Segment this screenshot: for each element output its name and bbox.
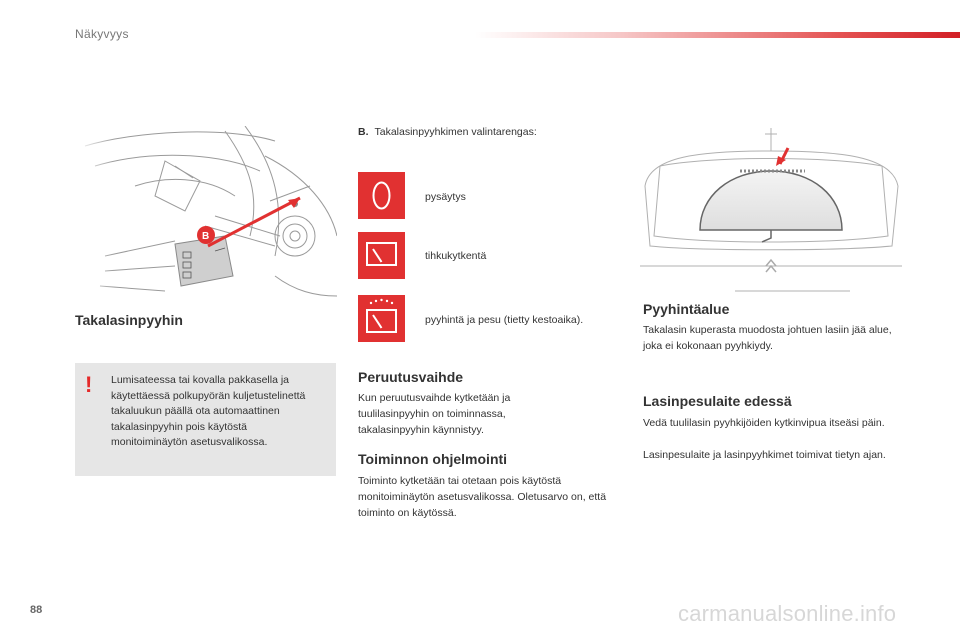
reverse-gear-title: Peruutusvaihde <box>358 369 464 385</box>
option-intermittent-label: tihkukytkentä <box>425 250 487 262</box>
front-washer-title: Lasinpesulaite edessä <box>643 393 792 409</box>
rear-window-illustration <box>640 126 902 296</box>
selector-ring-label <box>358 126 537 138</box>
wiper-stalk-illustration <box>75 126 337 302</box>
reverse-gear-text: Kun peruutusvaihde kytketään ja tuulilasinpyyhin on toiminnassa, takalasinpyyhin käynnistyy. <box>358 392 511 436</box>
wipe-area-title: Pyyhintäalue <box>643 301 730 317</box>
option-wipe-wash-label: pyyhintä ja pesu (tietty kestoaika). <box>425 314 584 326</box>
intermittent-wipe-icon <box>358 232 405 279</box>
programming-title: Toiminnon ohjelmointi <box>358 451 508 467</box>
warning-box <box>75 363 336 476</box>
wipe-wash-icon <box>358 295 405 342</box>
watermark: carmanualsonline.info <box>678 601 897 626</box>
programming-text: Toiminto kytketään tai otetaan pois käytöstä monitoiminäytön asetusvalikossa. Oletusarvo on, että toiminto on käytössä. <box>358 475 607 519</box>
stop-icon <box>358 172 405 219</box>
warning-icon: ! <box>85 372 93 397</box>
warning-text: Lumisateessa tai kovalla pakkasella ja käytettäessä polkupyörän kuljetustelinettä takaluukun päällä ota automaattinen takalasinpyyhin pois käytöstä monitoiminäytön asetusvalikossa. <box>111 374 306 448</box>
header-accent-bar <box>475 32 960 38</box>
front-washer-text-1: Vedä tuulilasin pyyhkijöiden kytkinvipua itseäsi päin. <box>643 417 885 429</box>
rear-wiper-title: Takalasinpyyhin <box>75 312 183 328</box>
label-b: B. <box>358 126 369 138</box>
option-stop-label: pysäytys <box>425 191 466 203</box>
page-number: 88 <box>30 604 43 616</box>
wipe-area-text: Takalasin kuperasta muodosta johtuen lasiin jää alue, joka ei kokonaan pyyhkiydy. <box>643 324 892 352</box>
section-title: Näkyvyys <box>75 27 129 41</box>
selector-ring-text: Takalasinpyyhkimen valintarengas: <box>374 126 537 138</box>
front-washer-text-2: Lasinpesulaite ja lasinpyyhkimet toimivat tietyn ajan. <box>643 449 886 461</box>
